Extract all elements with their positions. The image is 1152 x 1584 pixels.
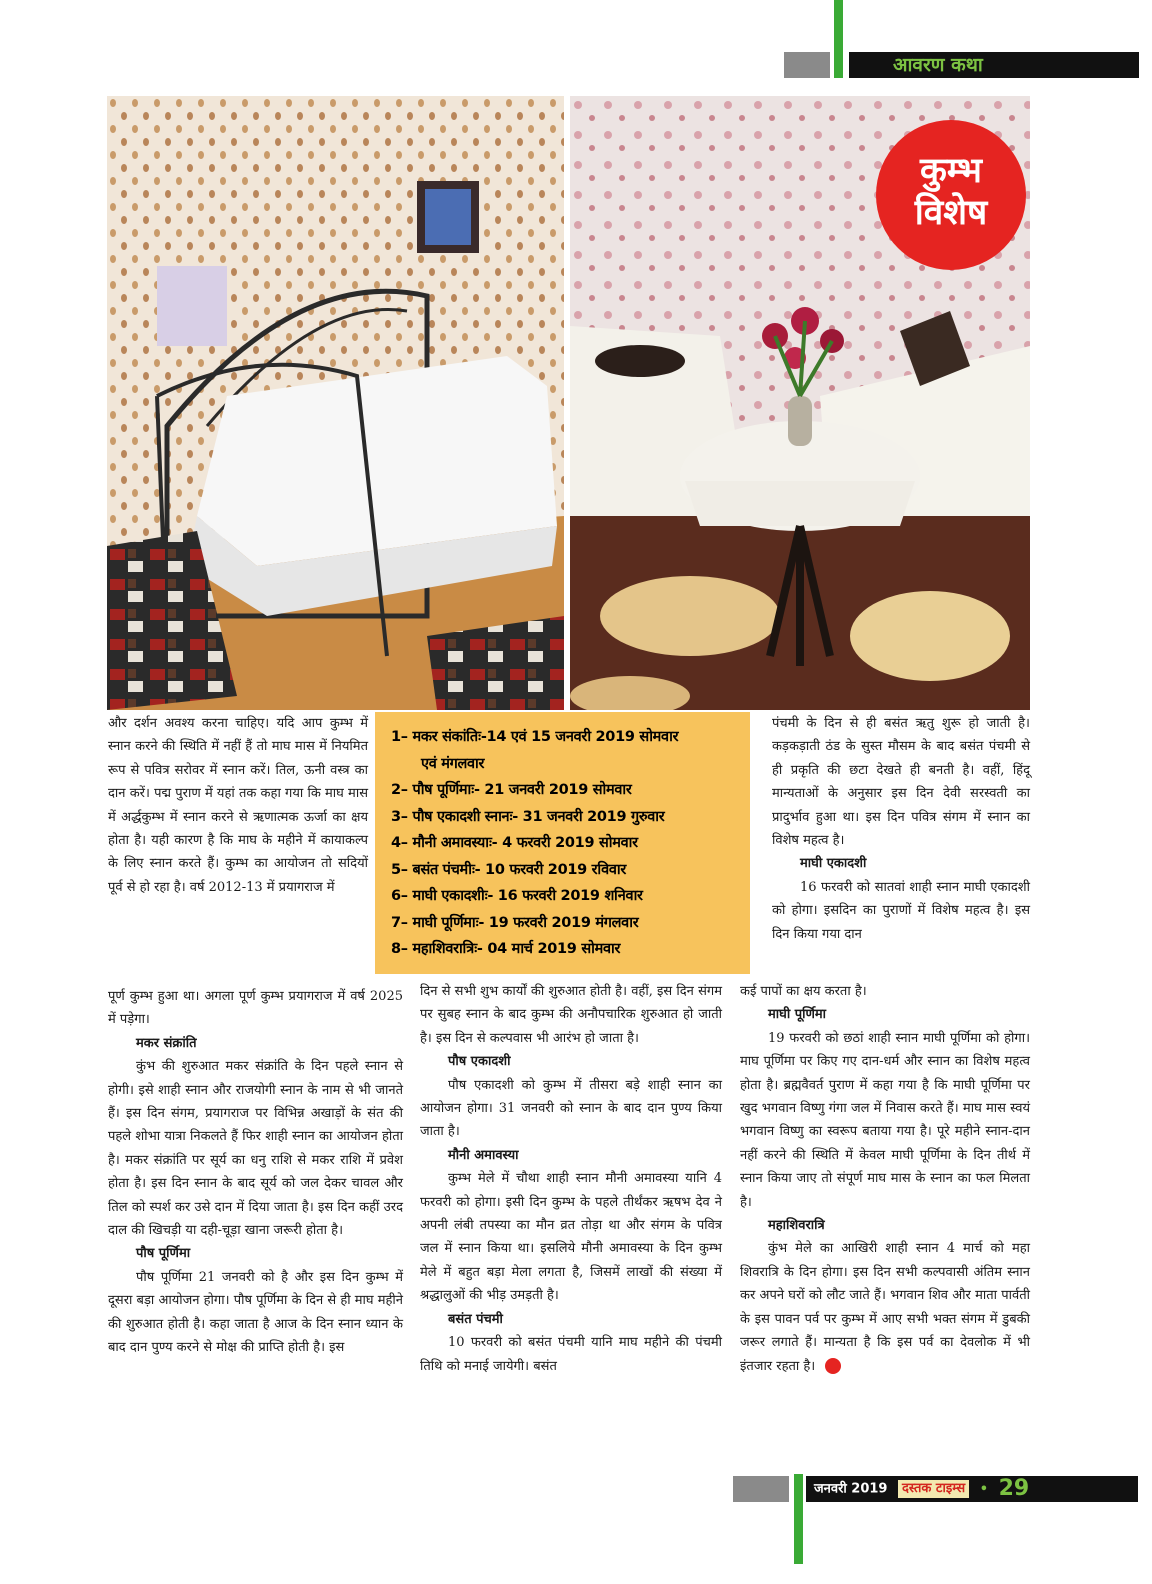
heading-basant-panchami: बसंत पंचमी [448, 1311, 503, 1327]
intro-paragraph: और दर्शन अवश्य करना चाहिए। यदि आप कुम्भ में स्नान करने की स्थिति में नहीं हैं तो माघ मास में नियमित रूप से पवित्र सरोवर में स्नान करें। तिल, ऊनी वस्त्र का दान करें। पद्म पुराण में यहां तक कहा गया कि माघ मास में अर्द्धकुम्भ में स्नान करने से ऋणात्मक ऊर्जा का क्षय होता है। यही कारण है कि माघ के महीने में कायाकल्प के लिए स्नान करते हैं। कुम्भ का आयोजन तो सदियों पूर्व से हो रहा है। वर्ष 2012-13 में प्रयागराज में [108, 716, 368, 895]
heading-paush-ekadashi: पौष एकादशी [448, 1054, 511, 1070]
snan-schedule-box [375, 712, 750, 974]
badge-line-1: कुम्भ [920, 151, 982, 191]
paragraph-maghi-ekadashi: 16 फरवरी को सातवां शाही स्नान माघी एकादशी को होगा। इसदिन का पुराणों में विशेष महत्व है। इस दिन किया गया दान [772, 879, 1030, 942]
paragraph-paush-cont: दिन से सभी शुभ कार्यों की शुरुआत होती है। वहीं, इस दिन संगम पर सुबह स्नान के बाद कुम्भ की अनौपचारिक शुरुआत हो जाती है। इस दिन से कल्पवास भी आरंभ हो जाता है। [420, 984, 722, 1046]
heading-maghi-purnima: माघी पूर्णिमा [768, 1007, 827, 1023]
paragraph-makar-sankranti: कुंभ की शुरुआत मकर संक्रांति के दिन पहले स्नान से होगी। इसे शाही स्नान और राजयोगी स्नान के नाम से भी जानते हैं। इस दिन संगम, प्रयागराज पर विभिन्न अखाड़ों के संत की पहले शोभा यात्रा निकलते हैं फिर शाही स्नान का आयोजन होता है। मकर संक्रांति पर सूर्य का धनु राशि से मकर राशि में प्रवेश होता है। इस दिन स्नान के बाद सूर्य को जल देकर चावल और तिल को स्पर्श कर उसे दान में दिया जाता है। इस दिन कहीं उरद दाल की खिचड़ी या दही-चूड़ा खाना जरूरी होता है। [108, 1059, 403, 1239]
header-grey-block [784, 52, 830, 78]
footer-grey-block [733, 1476, 789, 1502]
paragraph-mahashivratri-wrap [740, 1237, 1030, 1377]
heading-makar-sankranti: मकर संक्रांति [136, 1035, 197, 1051]
kumbh-special-badge [876, 120, 1026, 270]
paragraph-paush-ekadashi: पौष एकादशी को कुम्भ में तीसरा बड़े शाही स्नान का आयोजन होगा। 31 जनवरी को स्नान के बाद दान पुण्य किया जाता है। [420, 1077, 722, 1140]
badge-line-2: विशेष [914, 193, 988, 233]
heading-mahashivratri: महाशिवरात्रि [768, 1218, 825, 1234]
heading-paush-purnima: पौष पूर्णिमा [136, 1246, 191, 1262]
paragraph-mahashivratri: कुंभ मेले का आखिरी शाही स्नान 4 मार्च को महा शिवरात्रि के दिन होगा। इस दिन सभी कल्पवासी अंतिम स्नान कर अपने घरों को लौट जाते हैं। भगवान शिव और माता पार्वती के इस पावन पर्व पर कुम्भ में आए सभी भक्त संगम में डुबकी जरूर लगाते हैं। मान्यता है कि इस पर्व का देवलोक में भी इंतजार रहता है। [740, 1241, 1030, 1374]
page-number: 29 [998, 1476, 1030, 1501]
paragraph-maghi-purnima: 19 फरवरी को छठां शाही स्नान माघी पूर्णिमा को होगा। माघ पूर्णिमा पर किए गए दान-धर्म और स्नान का विशेष महत्व होता है। ब्रह्मवैवर्त पुराण में कहा गया है कि माघी पूर्णिमा पर खुद भगवान विष्णु गंगा जल में निवास करते हैं। माघ मास स्वयं भगवान विष्णु का स्वरूप बताया गया है। पूरे महीने स्नान-दान नहीं करने की स्थिति में केवल माघी पूर्णिमा के दिन तीर्थ में स्नान किया जाए तो संपूर्ण माघ मास के स्नान का फल मिलता है। [740, 1030, 1030, 1210]
heading-mauni-amavasya: मौनी अमावस्या [448, 1147, 519, 1163]
intro-paragraph-end: पूर्ण कुम्भ हुआ था। अगला पूर्ण कुम्भ प्रयागराज में वर्ष 2025 में पड़ेगा। [108, 989, 403, 1028]
magazine-logo: दस्तक टाइम्स [898, 1480, 969, 1498]
footer-bar [806, 1476, 1138, 1502]
paragraph-maghi-ekadashi-end: कई पापों का क्षय करता है। [740, 984, 867, 999]
paragraph-basant-panchami: 10 फरवरी को बसंत पंचमी यानि माघ महीने की पंचमी तिथि को मनाई जायेगी। बसंत [420, 1335, 722, 1374]
schedule-item-7: 7– माघी पूर्णिमाः- 19 फरवरी 2019 मंगलवार [391, 914, 639, 931]
schedule-item-1: 1– मकर संकांतिः-14 एवं 15 जनवरी 2019 सोमवार [391, 729, 679, 745]
schedule-item-6: 6– माघी एकादशीः- 16 फरवरी 2019 शनिवार [391, 888, 643, 904]
end-mark-icon [825, 1358, 841, 1374]
tent-bedroom-photo [107, 96, 564, 710]
footer-green-bar [794, 1474, 803, 1564]
footer-separator: • [979, 1481, 989, 1497]
column-1-bottom [108, 985, 403, 1360]
header-green-bar [834, 0, 843, 78]
schedule-item-5: 5– बसंत पंचमीः- 10 फरवरी 2019 रविवार [391, 861, 626, 878]
paragraph-paush-purnima: पौष पूर्णिमा 21 जनवरी को है और इस दिन कुम्भ में दूसरा बड़ा आयोजन होगा। पौष पूर्णिमा के दिन से ही माघ महीने की शुरुआत होती है। कहा जाता है आज के दिन स्नान ध्यान के बाद दान पुण्य करने से मोक्ष की प्राप्ति होती है। इस [108, 1269, 403, 1356]
footer-month: जनवरी 2019 [814, 1481, 888, 1497]
schedule-item-3: 3– पौष एकादशी स्नानः- 31 जनवरी 2019 गुरुवार [391, 808, 665, 825]
column-1-top [108, 712, 368, 899]
schedule-item-4: 4– मौनी अमावस्याः- 4 फरवरी 2019 सोमवार [391, 835, 638, 851]
paragraph-basant-cont: पंचमी के दिन से ही बसंत ऋतु शुरू हो जाती है। कड़कड़ाती ठंड के सुस्त मौसम के बाद बसंत पंचमी से ही प्रकृति की छटा देखते ही बनती है। वहीं, हिंदू मान्यताओं के अनुसार इस दिन देवी सरस्वती का प्रादुर्भाव हुआ था। इस दिन पवित्र संगम में स्नान का विशेष महत्व है। [772, 716, 1030, 849]
schedule-item-8: 8– महाशिवरात्रिः- 04 मार्च 2019 सोमवार [391, 941, 621, 957]
column-3-bottom [740, 980, 1030, 1378]
column-2 [420, 980, 722, 1378]
schedule-item-1-cont: एवं मंगलवार [421, 755, 485, 772]
schedule-item-2: 2– पौष पूर्णिमाः- 21 जनवरी 2019 सोमवार [391, 782, 632, 798]
paragraph-mauni-amavasya: कुम्भ मेले में चौथा शाही स्नान मौनी अमावस्या यानि 4 फरवरी को होगा। इसी दिन कुम्भ के पहले तीर्थंकर ऋषभ देव ने अपनी लंबी तपस्या का मौन व्रत तोड़ा था और संगम के पवित्र जल में स्नान किया था। इसलिये मौनी अमावस्या के दिन कुम्भ मेले में बहुत बड़ा मेला लगता है, जिसमें लाखों की संख्या में श्रद्धालुओं की भीड़ उमड़ती है। [420, 1171, 722, 1304]
heading-maghi-ekadashi: माघी एकादशी [800, 856, 867, 872]
section-title: आवरण कथा [849, 52, 1139, 78]
column-3-top [772, 712, 1030, 946]
